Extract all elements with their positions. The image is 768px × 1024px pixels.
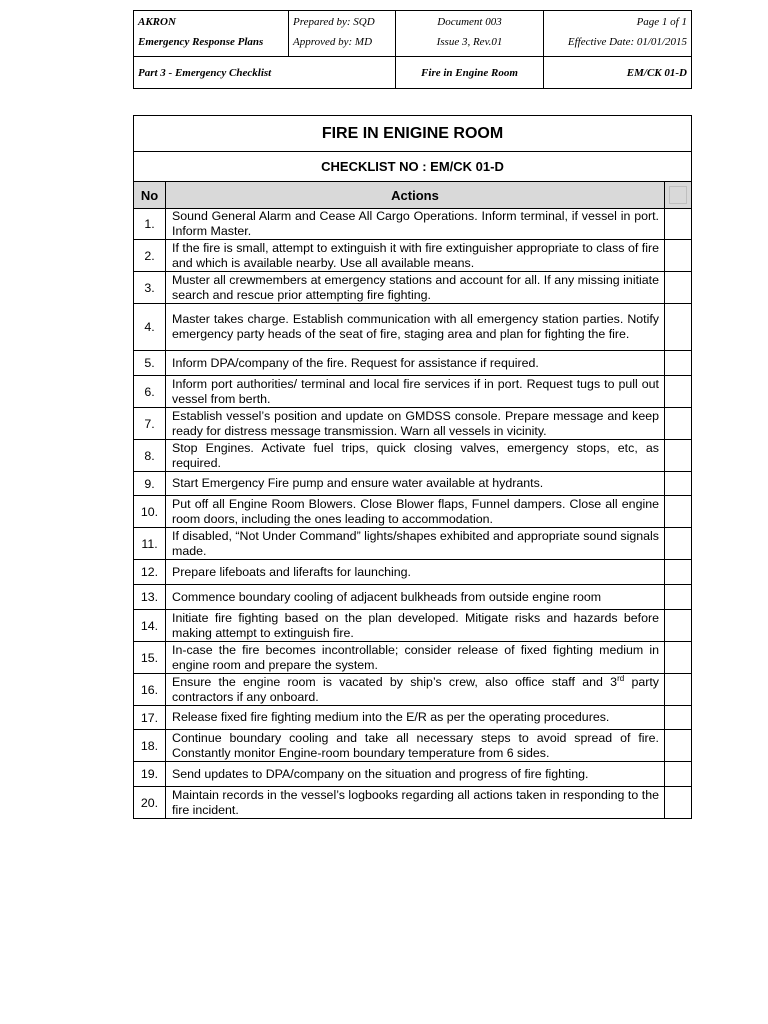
checklist-row [134, 440, 692, 472]
authorship-cell [289, 11, 396, 57]
checklist-row [134, 408, 692, 440]
checklist-row [134, 762, 692, 787]
row-number: 16. [134, 674, 166, 706]
checklist-row [134, 787, 692, 819]
row-check-cell[interactable] [665, 528, 692, 560]
checklist-number-row [134, 152, 692, 182]
row-number: 2. [134, 240, 166, 272]
row-number: 5. [134, 351, 166, 376]
row-action-text: Start Emergency Fire pump and ensure water available at hydrants. [166, 472, 665, 496]
row-check-cell[interactable] [665, 440, 692, 472]
checklist-rows [134, 209, 692, 819]
approved-by: Approved by: MD [293, 36, 373, 48]
row-action-text: Master takes charge. Establish communication with all emergency station parties. Notify emergency party heads of the seat of fire, staging area and plan for fighting the fire. [166, 304, 665, 351]
checklist-row [134, 240, 692, 272]
ordinal-suffix: rd [617, 673, 625, 683]
document-number: Document 003 [437, 16, 502, 28]
prepared-by: Prepared by: SQD [293, 16, 375, 28]
checklist-row [134, 272, 692, 304]
company-name: AKRON [138, 16, 176, 28]
row-action-text: Put off all Engine Room Blowers. Close Blower flaps, Funnel dampers. Close all engine room doors, including the ones leading to accommodation. [166, 496, 665, 528]
row-number: 12. [134, 560, 166, 585]
row-number: 15. [134, 642, 166, 674]
checklist-row [134, 642, 692, 674]
row-action-text: Stop Engines. Activate fuel trips, quick closing valves, emergency stops, etc, as required. [166, 440, 665, 472]
plans-title: Emergency Response Plans [138, 36, 264, 48]
checklist-row [134, 376, 692, 408]
checklist-row [134, 730, 692, 762]
row-check-cell[interactable] [665, 610, 692, 642]
row-number: 9. [134, 472, 166, 496]
checklist-row [134, 304, 692, 351]
checklist-row [134, 560, 692, 585]
row-number: 14. [134, 610, 166, 642]
header-row-2 [134, 57, 692, 89]
row-check-cell[interactable] [665, 272, 692, 304]
checklist-number: CHECKLIST NO : EM/CK 01-D [134, 152, 692, 182]
part-title: Part 3 - Emergency Checklist [134, 57, 396, 89]
column-header-no: No [134, 182, 166, 209]
row-number: 1. [134, 209, 166, 240]
checklist-row [134, 674, 692, 706]
row-check-cell[interactable] [665, 642, 692, 674]
effective-date: Effective Date: 01/01/2015 [567, 36, 687, 48]
document-cell [396, 11, 544, 57]
checklist-row [134, 209, 692, 240]
row-action-text: Commence boundary cooling of adjacent bulkheads from outside engine room [166, 585, 665, 610]
row-number: 13. [134, 585, 166, 610]
row-action-text: In-case the fire becomes incontrollable; consider release of fixed fighting medium in engine room and prepare the system. [166, 642, 665, 674]
issue-revision: Issue 3, Rev.01 [436, 36, 503, 48]
row-check-cell[interactable] [665, 304, 692, 351]
row-action-text: Initiate fire fighting based on the plan developed. Mitigate risks and hazards before making attempt to extinguish fire. [166, 610, 665, 642]
checklist-row [134, 496, 692, 528]
row-number: 11. [134, 528, 166, 560]
row-number: 18. [134, 730, 166, 762]
checklist-title: FIRE IN ENIGINE ROOM [134, 116, 692, 152]
checklist-row [134, 585, 692, 610]
row-number: 4. [134, 304, 166, 351]
row-number: 3. [134, 272, 166, 304]
row-action-text: Prepare lifeboats and liferafts for launching. [166, 560, 665, 585]
row-check-cell[interactable] [665, 496, 692, 528]
row-number: 10. [134, 496, 166, 528]
row-check-cell[interactable] [665, 209, 692, 240]
row-action-text: Continue boundary cooling and take all necessary steps to avoid spread of fire. Constantly monitor Engine-room boundary temperature from 6 sides. [166, 730, 665, 762]
checklist-code: EM/CK 01-D [544, 57, 692, 89]
row-check-cell[interactable] [665, 762, 692, 787]
row-action-text: Ensure the engine room is vacated by ship’s crew, also office staff and 3rd party contractors if any onboard. [166, 674, 665, 706]
checklist-row [134, 351, 692, 376]
column-header-row [134, 182, 692, 209]
row-number: 19. [134, 762, 166, 787]
row-action-text: Maintain records in the vessel’s logbooks regarding all actions taken in responding to the fire incident. [166, 787, 665, 819]
checklist-row [134, 472, 692, 496]
row-number: 8. [134, 440, 166, 472]
row-check-cell[interactable] [665, 472, 692, 496]
column-header-check [665, 182, 692, 209]
row-check-cell[interactable] [665, 240, 692, 272]
page-cell [544, 11, 692, 57]
row-check-cell[interactable] [665, 408, 692, 440]
row-action-text: If the fire is small, attempt to extinguish it with fire extinguisher appropriate to class of fire and which is available nearby. Use all available means. [166, 240, 665, 272]
checklist-row [134, 610, 692, 642]
row-number: 7. [134, 408, 166, 440]
row-action-text: Muster all crewmembers at emergency stations and account for all. If any missing initiate search and rescue prior attempting fire fighting. [166, 272, 665, 304]
row-action-text: Release fixed fire fighting medium into the E/R as per the operating procedures. [166, 706, 665, 730]
row-action-text: If disabled, “Not Under Command” lights/shapes exhibited and appropriate sound signals made. [166, 528, 665, 560]
row-action-text: Inform port authorities/ terminal and local fire services if in port. Request tugs to pull out vessel from berth. [166, 376, 665, 408]
page-number: Page 1 of 1 [636, 16, 687, 28]
row-check-cell[interactable] [665, 351, 692, 376]
row-number: 17. [134, 706, 166, 730]
subject-title: Fire in Engine Room [396, 57, 544, 89]
row-number: 6. [134, 376, 166, 408]
checklist-row [134, 706, 692, 730]
row-check-cell[interactable] [665, 376, 692, 408]
row-action-text: Sound General Alarm and Cease All Cargo Operations. Inform terminal, if vessel in port. Inform Master. [166, 209, 665, 240]
row-number: 20. [134, 787, 166, 819]
header-row-1 [134, 11, 692, 57]
checklist-title-row [134, 116, 692, 152]
row-action-text: Inform DPA/company of the fire. Request for assistance if required. [166, 351, 665, 376]
row-check-cell[interactable] [665, 585, 692, 610]
checklist-row [134, 528, 692, 560]
checklist-table [133, 115, 692, 819]
company-cell [134, 11, 289, 57]
row-check-cell[interactable] [665, 706, 692, 730]
header-checkbox-frame [669, 186, 687, 204]
row-check-cell[interactable] [665, 730, 692, 762]
row-check-cell[interactable] [665, 674, 692, 706]
row-check-cell[interactable] [665, 787, 692, 819]
row-check-cell[interactable] [665, 560, 692, 585]
column-header-actions: Actions [166, 182, 665, 209]
document-header [133, 10, 692, 89]
row-action-text: Send updates to DPA/company on the situation and progress of fire fighting. [166, 762, 665, 787]
row-action-text: Establish vessel’s position and update on GMDSS console. Prepare message and keep ready for distress message transmission. Warn all vessels in vicinity. [166, 408, 665, 440]
